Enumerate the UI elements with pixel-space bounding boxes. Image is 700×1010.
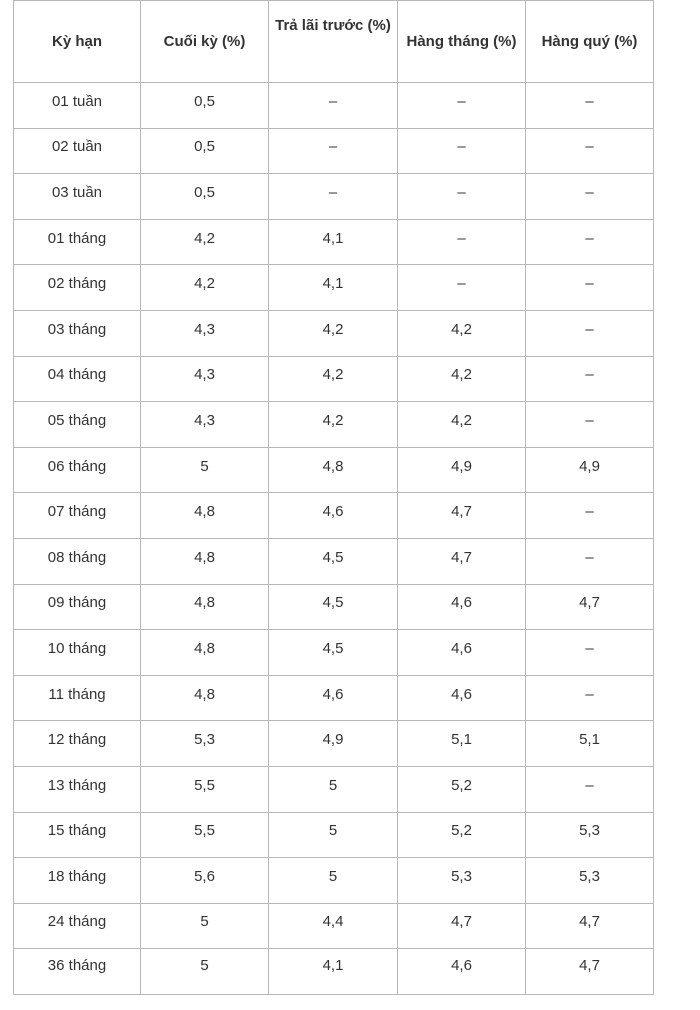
cell-term: 07 tháng	[14, 493, 141, 539]
cell-end-of-term: 4,3	[141, 310, 269, 356]
cell-end-of-term: 5,5	[141, 812, 269, 858]
cell-prepaid: 4,2	[269, 310, 398, 356]
cell-end-of-term: 0,5	[141, 128, 269, 174]
cell-end-of-term: 4,2	[141, 265, 269, 311]
cell-term: 12 tháng	[14, 721, 141, 767]
cell-end-of-term: 4,8	[141, 538, 269, 584]
cell-monthly: 4,2	[398, 402, 526, 448]
cell-quarterly: 5,1	[526, 721, 654, 767]
cell-prepaid: –	[269, 83, 398, 129]
cell-quarterly: –	[526, 174, 654, 220]
cell-monthly: 4,7	[398, 538, 526, 584]
table-row	[14, 630, 654, 676]
table-row	[14, 675, 654, 721]
cell-term: 01 tháng	[14, 219, 141, 265]
cell-term: 13 tháng	[14, 766, 141, 812]
cell-monthly: 4,2	[398, 356, 526, 402]
cell-monthly: –	[398, 174, 526, 220]
table-row	[14, 721, 654, 767]
cell-quarterly: –	[526, 402, 654, 448]
cell-end-of-term: 5	[141, 949, 269, 995]
table-row	[14, 858, 654, 904]
cell-monthly: –	[398, 83, 526, 129]
cell-end-of-term: 5	[141, 447, 269, 493]
table-row	[14, 766, 654, 812]
cell-term: 01 tuần	[14, 83, 141, 129]
table-row	[14, 219, 654, 265]
cell-monthly: 4,6	[398, 584, 526, 630]
cell-term: 02 tuần	[14, 128, 141, 174]
cell-quarterly: –	[526, 493, 654, 539]
cell-prepaid: 4,1	[269, 219, 398, 265]
table-row	[14, 903, 654, 949]
cell-term: 09 tháng	[14, 584, 141, 630]
cell-term: 11 tháng	[14, 675, 141, 721]
cell-quarterly: –	[526, 766, 654, 812]
cell-prepaid: 4,5	[269, 630, 398, 676]
cell-term: 03 tháng	[14, 310, 141, 356]
cell-quarterly: –	[526, 128, 654, 174]
table-body	[14, 83, 654, 995]
cell-prepaid: 5	[269, 858, 398, 904]
cell-quarterly: 5,3	[526, 858, 654, 904]
cell-quarterly: 4,7	[526, 584, 654, 630]
cell-term: 36 tháng	[14, 949, 141, 995]
interest-rate-table-container	[13, 0, 653, 995]
header-prepaid-interest: Trả lãi trước (%)	[269, 1, 398, 83]
cell-end-of-term: 5,6	[141, 858, 269, 904]
cell-prepaid: 5	[269, 812, 398, 858]
cell-quarterly: 5,3	[526, 812, 654, 858]
cell-term: 04 tháng	[14, 356, 141, 402]
cell-quarterly: –	[526, 675, 654, 721]
header-term: Kỳ hạn	[14, 1, 141, 83]
cell-monthly: –	[398, 219, 526, 265]
cell-monthly: 4,2	[398, 310, 526, 356]
cell-term: 02 tháng	[14, 265, 141, 311]
table-row	[14, 402, 654, 448]
cell-prepaid: 4,8	[269, 447, 398, 493]
cell-end-of-term: 4,8	[141, 630, 269, 676]
cell-prepaid: 4,5	[269, 584, 398, 630]
cell-monthly: 4,6	[398, 949, 526, 995]
header-quarterly: Hàng quý (%)	[526, 1, 654, 83]
cell-term: 24 tháng	[14, 903, 141, 949]
cell-prepaid: 4,2	[269, 402, 398, 448]
cell-prepaid: –	[269, 128, 398, 174]
cell-quarterly: 4,7	[526, 903, 654, 949]
cell-prepaid: 5	[269, 766, 398, 812]
cell-prepaid: 4,6	[269, 675, 398, 721]
table-row	[14, 128, 654, 174]
cell-monthly: 5,2	[398, 812, 526, 858]
cell-monthly: 4,9	[398, 447, 526, 493]
table-row	[14, 83, 654, 129]
cell-term: 06 tháng	[14, 447, 141, 493]
table-row	[14, 265, 654, 311]
cell-quarterly: –	[526, 356, 654, 402]
cell-term: 03 tuần	[14, 174, 141, 220]
cell-monthly: –	[398, 265, 526, 311]
cell-monthly: –	[398, 128, 526, 174]
cell-monthly: 4,7	[398, 493, 526, 539]
table-row	[14, 310, 654, 356]
cell-prepaid: 4,5	[269, 538, 398, 584]
cell-term: 15 tháng	[14, 812, 141, 858]
cell-prepaid: 4,6	[269, 493, 398, 539]
header-monthly: Hàng tháng (%)	[398, 1, 526, 83]
cell-end-of-term: 4,3	[141, 402, 269, 448]
cell-term: 05 tháng	[14, 402, 141, 448]
cell-quarterly: –	[526, 265, 654, 311]
cell-quarterly: 4,9	[526, 447, 654, 493]
header-end-of-term: Cuối kỳ (%)	[141, 1, 269, 83]
cell-quarterly: –	[526, 310, 654, 356]
table-row	[14, 812, 654, 858]
cell-prepaid: 4,9	[269, 721, 398, 767]
cell-monthly: 4,7	[398, 903, 526, 949]
table-row	[14, 356, 654, 402]
cell-prepaid: 4,1	[269, 949, 398, 995]
cell-quarterly: –	[526, 219, 654, 265]
table-row	[14, 493, 654, 539]
cell-quarterly: –	[526, 83, 654, 129]
cell-end-of-term: 5	[141, 903, 269, 949]
cell-monthly: 5,3	[398, 858, 526, 904]
cell-monthly: 4,6	[398, 675, 526, 721]
cell-end-of-term: 5,5	[141, 766, 269, 812]
cell-end-of-term: 4,2	[141, 219, 269, 265]
cell-monthly: 4,6	[398, 630, 526, 676]
cell-quarterly: –	[526, 538, 654, 584]
cell-end-of-term: 4,8	[141, 584, 269, 630]
table-row	[14, 538, 654, 584]
cell-monthly: 5,2	[398, 766, 526, 812]
table-header-row	[14, 1, 654, 83]
table-row	[14, 584, 654, 630]
cell-end-of-term: 4,8	[141, 493, 269, 539]
cell-quarterly: –	[526, 630, 654, 676]
cell-end-of-term: 0,5	[141, 174, 269, 220]
interest-rate-table	[13, 0, 654, 995]
cell-end-of-term: 4,3	[141, 356, 269, 402]
cell-prepaid: 4,2	[269, 356, 398, 402]
cell-term: 08 tháng	[14, 538, 141, 584]
cell-prepaid: 4,1	[269, 265, 398, 311]
table-row	[14, 447, 654, 493]
cell-term: 18 tháng	[14, 858, 141, 904]
table-row	[14, 174, 654, 220]
cell-end-of-term: 0,5	[141, 83, 269, 129]
cell-monthly: 5,1	[398, 721, 526, 767]
cell-quarterly: 4,7	[526, 949, 654, 995]
cell-end-of-term: 5,3	[141, 721, 269, 767]
cell-prepaid: 4,4	[269, 903, 398, 949]
cell-prepaid: –	[269, 174, 398, 220]
cell-end-of-term: 4,8	[141, 675, 269, 721]
table-row	[14, 949, 654, 995]
cell-term: 10 tháng	[14, 630, 141, 676]
